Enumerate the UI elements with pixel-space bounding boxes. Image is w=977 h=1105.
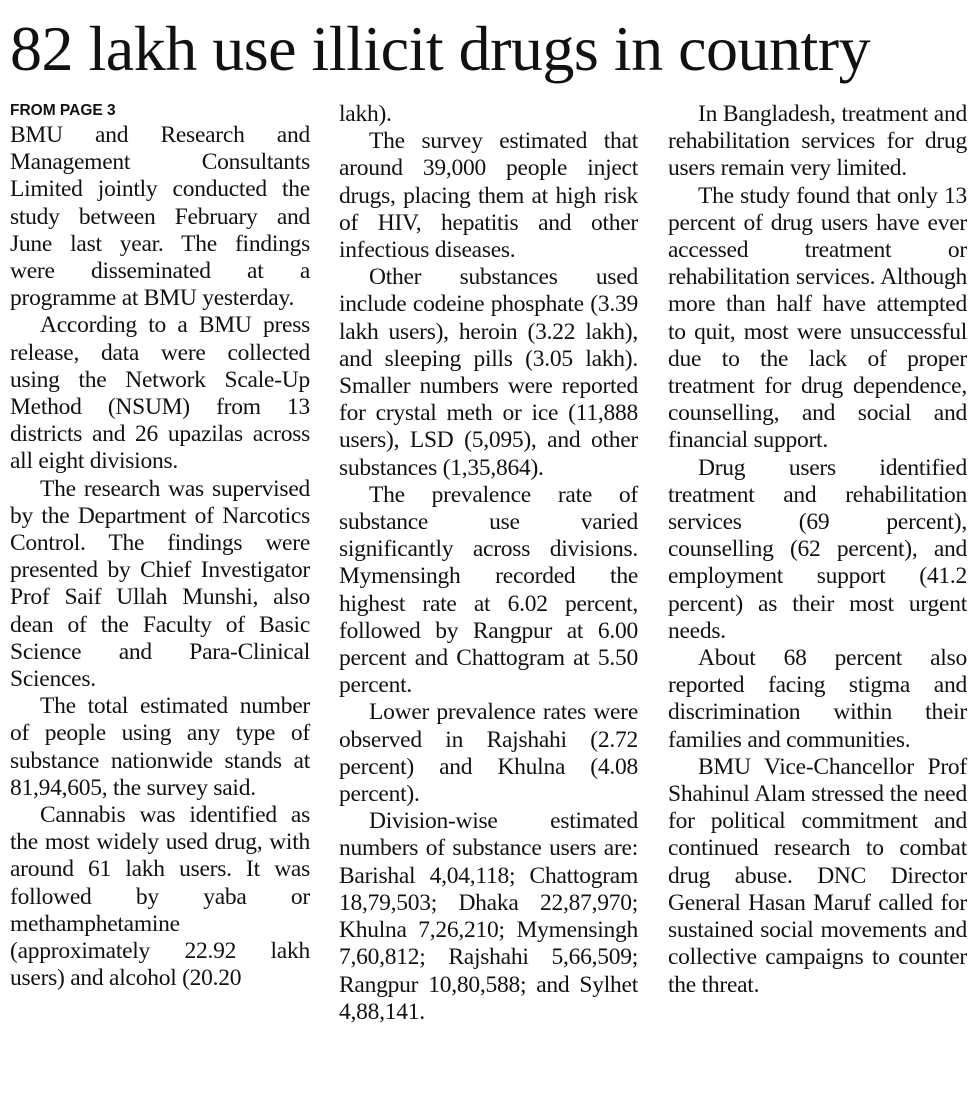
- article-paragraph: BMU Vice-Chancellor Prof Shahinul Alam stressed the need for political commitment and continued research to combat drug abuse. DNC Director General Hasan Maruf called for sustained social movements and collective campaigns to counter the threat.: [668, 753, 967, 998]
- article-paragraph: About 68 percent also reported facing stigma and discrimination within their families and communities.: [668, 645, 967, 753]
- article-paragraph: The prevalence rate of substance use varied significantly across divisions. Mymensingh recorded the highest rate at 6.02 percent, followed by Rangpur at 6.00 percent and Chattogram at 5.50 percent.: [339, 481, 638, 699]
- headline: 82 lakh use illicit drugs in country: [10, 13, 871, 84]
- article-paragraph: The research was supervised by the Department of Narcotics Control. The findings were presented by Chief Investigator Prof Saif Ullah Munshi, also dean of the Faculty of Basic Science and Para-Clinical Sciences.: [10, 475, 310, 693]
- page-continuation-label: FROM PAGE 3: [10, 102, 116, 119]
- article-column-2: [339, 101, 638, 1026]
- article-paragraph: Cannabis was identified as the most widely used drug, with around 61 lakh users. It was followed by yaba or methamphetamine (approximately 22.92 lakh users) and alcohol (20.20: [10, 802, 310, 992]
- article-paragraph: The total estimated number of people using any type of substance nationwide stands at 81,94,605, the survey said.: [10, 693, 310, 801]
- article-paragraph-continued: lakh).: [339, 101, 392, 127]
- article-paragraph: The study found that only 13 percent of drug users have ever accessed treatment or rehabilitation services. Although more than half have attempted to quit, most were unsuccessful due to the lack of proper treatment for drug dependence, counselling, and social and financial support.: [668, 182, 967, 454]
- article-paragraph: Drug users identified treatment and rehabilitation services (69 percent), counselling (62 percent), and employment support (41.2 percent) as their most urgent needs.: [668, 454, 967, 644]
- article-paragraph: Other substances used include codeine phosphate (3.39 lakh users), heroin (3.22 lakh), and sleeping pills (3.05 lakh). Smaller numbers were reported for crystal meth or ice (11,888 users), LSD (5,095), and other substances (1,35,864).: [339, 264, 638, 481]
- article-paragraph: Lower prevalence rates were observed in Rajshahi (2.72 percent) and Khulna (4.08 percent).: [339, 699, 638, 808]
- article-paragraph: According to a BMU press release, data were collected using the Network Scale-Up Method (NSUM) from 13 districts and 26 upazilas across all eight divisions.: [10, 312, 310, 475]
- article-paragraph: Division-wise estimated numbers of substance users are: Barishal 4,04,118; Chattogram 18,79,503; Dhaka 22,87,970; Khulna 7,26,210; Mymensingh 7,60,812; Rajshahi 5,66,509; Rangpur 10,80,588; and Sylhet 4,88,141.: [339, 808, 638, 1025]
- article-paragraph: In Bangladesh, treatment and rehabilitation services for drug users remain very limited.: [668, 101, 967, 182]
- article-paragraph: BMU and Research and Management Consultants Limited jointly conducted the study between February and June last year. The findings were disseminated at a programme at BMU yesterday.: [10, 122, 310, 312]
- article-paragraph: The survey estimated that around 39,000 people inject drugs, placing them at high risk of HIV, hepatitis and other infectious diseases.: [339, 128, 638, 264]
- article-column-1: [10, 100, 310, 993]
- article-column-3: [668, 101, 967, 999]
